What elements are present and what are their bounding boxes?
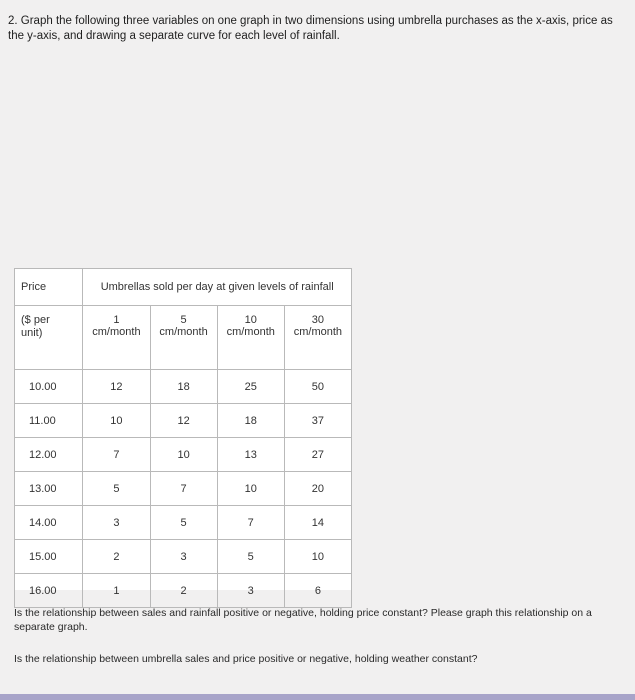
rainfall-column-header [83, 306, 150, 370]
table-row [15, 574, 352, 608]
sales-cell: 25 [217, 370, 284, 404]
sales-cell: 37 [284, 404, 351, 438]
price-cell: 16.00 [15, 574, 83, 608]
table-row [15, 506, 352, 540]
price-cell: 13.00 [15, 472, 83, 506]
sales-cell: 3 [217, 574, 284, 608]
price-relationship-question: Is the relationship between umbrella sales and price positive or negative, holding weather constant? [14, 653, 478, 665]
sales-cell: 7 [83, 438, 150, 472]
rainfall-relationship-question: Is the relationship between sales and rainfall positive or negative, holding price constant? Please graph this relationship on a separate graph. [14, 607, 592, 633]
price-cell: 14.00 [15, 506, 83, 540]
price-cell: 15.00 [15, 540, 83, 574]
table-subheader-row [15, 306, 352, 370]
rainfall-value: 30 [311, 314, 325, 326]
sales-cell: 10 [83, 404, 150, 438]
rainfall-unit: cm/month [92, 326, 141, 338]
sales-cell: 12 [150, 404, 217, 438]
price-cell: 11.00 [15, 404, 83, 438]
sales-cell: 14 [284, 506, 351, 540]
bottom-edge-bar [0, 694, 635, 700]
sales-cell: 2 [150, 574, 217, 608]
price-unit-header [15, 306, 83, 370]
rainfall-column-header [150, 306, 217, 370]
sales-cell: 50 [284, 370, 351, 404]
price-unit-line-2: unit) [21, 327, 43, 339]
table-row [15, 472, 352, 506]
sales-cell: 5 [83, 472, 150, 506]
rainfall-unit: cm/month [226, 326, 275, 338]
sales-cell: 5 [217, 540, 284, 574]
sales-cell: 3 [83, 506, 150, 540]
rainfall-value: 5 [180, 314, 187, 326]
sales-cell: 6 [284, 574, 351, 608]
rainfall-unit: cm/month [159, 326, 208, 338]
table-row [15, 540, 352, 574]
sales-cell: 10 [217, 472, 284, 506]
sales-cell: 7 [150, 472, 217, 506]
sales-cell: 20 [284, 472, 351, 506]
sales-cell: 3 [150, 540, 217, 574]
sales-cell: 13 [217, 438, 284, 472]
rainfall-value: 10 [244, 314, 257, 326]
sales-cell: 5 [150, 506, 217, 540]
sales-cell: 12 [83, 370, 150, 404]
rainfall-column-header [217, 306, 284, 370]
sales-cell: 10 [150, 438, 217, 472]
table-row [15, 404, 352, 438]
price-cell: 10.00 [15, 370, 83, 404]
question-text: 2. Graph the following three variables on one graph in two dimensions using umbrella purchases as the x-axis, price as the y-axis, and drawing a separate curve for each level of rainfall. [8, 15, 613, 42]
sales-cell: 18 [217, 404, 284, 438]
rainfall-span-header: Umbrellas sold per day at given levels of rainfall [83, 269, 352, 306]
price-unit-line-1: ($ per [21, 314, 50, 326]
table-row [15, 370, 352, 404]
sales-cell: 10 [284, 540, 351, 574]
sales-cell: 27 [284, 438, 351, 472]
rainfall-value: 1 [113, 314, 120, 326]
sales-cell: 1 [83, 574, 150, 608]
rainfall-column-header [284, 306, 351, 370]
price-cell: 12.00 [15, 438, 83, 472]
sales-cell: 2 [83, 540, 150, 574]
data-table [14, 268, 352, 608]
sales-cell: 18 [150, 370, 217, 404]
rainfall-unit: cm/month [293, 326, 343, 338]
table-header-row [15, 269, 352, 306]
price-header: Price [15, 269, 83, 306]
umbrella-sales-table [14, 268, 352, 597]
table-row [15, 438, 352, 472]
sales-cell: 7 [217, 506, 284, 540]
